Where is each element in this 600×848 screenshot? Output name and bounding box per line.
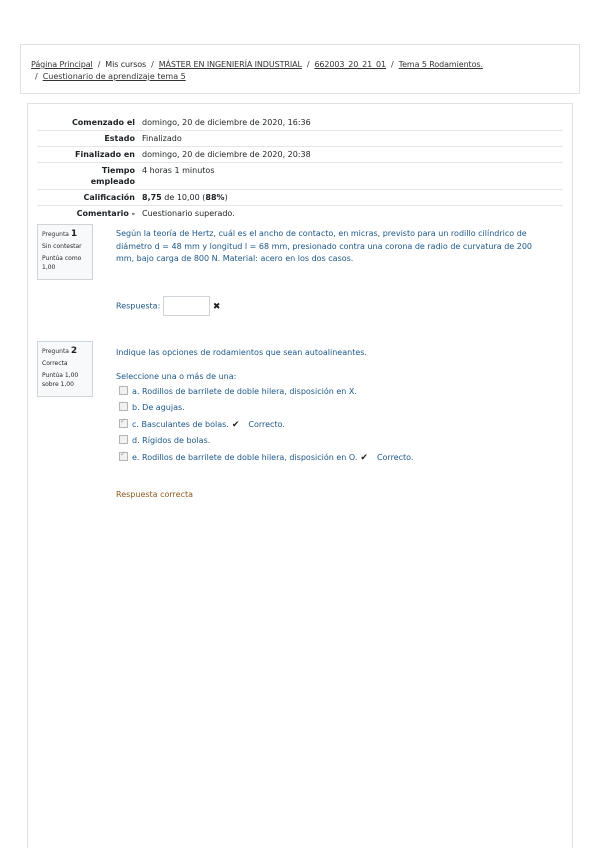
question-number-value: 2: [70, 346, 78, 356]
breadcrumb-home-link[interactable]: Página Principal: [31, 60, 93, 69]
checkbox[interactable]: [119, 402, 128, 411]
question-grade: Puntúa como 1,00: [42, 255, 82, 271]
summary-label: Tiempo empleado: [90, 166, 135, 186]
summary-label: Estado: [104, 134, 135, 143]
option-c[interactable]: [119, 419, 285, 430]
checkbox[interactable]: [119, 435, 128, 444]
option-a[interactable]: [119, 386, 357, 396]
summary-label: Calificación: [83, 193, 135, 202]
option-d[interactable]: [119, 435, 210, 445]
question-prefix: Pregunta: [42, 348, 69, 355]
question-1-info: [37, 224, 93, 280]
option-feedback: Correcto.: [376, 453, 414, 462]
summary-label: Finalizado en: [75, 150, 135, 159]
option-b[interactable]: [119, 402, 185, 412]
question-2-text: Indique las opciones de rodamientos que sean autoalineantes.: [116, 348, 367, 357]
question-2-info: [37, 341, 93, 397]
summary-value: Cuestionario superado.: [142, 209, 235, 218]
question-prefix: Pregunta: [42, 231, 69, 238]
summary-value: domingo, 20 de diciembre de 2020, 20:38: [142, 150, 311, 159]
question-grade: Puntúa 1,00 sobre 1,00: [42, 372, 79, 388]
breadcrumb-separator: /: [35, 72, 38, 81]
summary-row-started: [37, 115, 563, 131]
option-label: e. Rodillos de barrilete de doble hilera, disposición en O.: [132, 453, 358, 462]
option-e[interactable]: [119, 452, 413, 463]
checkbox[interactable]: [119, 386, 128, 395]
summary-value: 4 horas 1 minutos: [142, 166, 215, 175]
check-mark-icon: ✔: [231, 420, 240, 430]
question-number-value: 1: [70, 229, 78, 239]
summary-row-comment: [37, 206, 563, 222]
summary-row-finished: [37, 147, 563, 163]
question-number: [42, 346, 88, 356]
checkbox-checked[interactable]: [119, 452, 128, 461]
breadcrumb-separator: /: [306, 60, 310, 69]
grade-total: de 10,00 (: [161, 193, 206, 202]
breadcrumb-line-1: [31, 60, 483, 69]
general-feedback: Respuesta correcta: [116, 490, 194, 499]
breadcrumb-course-link[interactable]: 662003_20_21_01: [314, 60, 387, 69]
question-number: [42, 229, 88, 239]
breadcrumb-line-2: [35, 72, 186, 81]
summary-value: [140, 190, 563, 206]
attempt-summary-table: [37, 115, 563, 221]
breadcrumb-separator: /: [151, 60, 154, 69]
question-1-text: Según la teoría de Hertz, cuál es el ancho de contacto, en micras, previsto para un rodillo cilíndrico de diámetro d = 48 mm y longitud l = 68 mm, presionado contra una corona de radio de curvatura de 200 mm, bajo carga de 800 N. Material: acero en los dos casos.: [116, 229, 533, 263]
option-label: a. Rodillos de barrilete de doble hilera, disposición en X.: [132, 387, 357, 396]
question-1-answer-row: [116, 296, 220, 316]
question-status: Correcta: [42, 360, 68, 367]
summary-value: domingo, 20 de diciembre de 2020, 16:36: [142, 118, 311, 127]
breadcrumb-topic-link[interactable]: Tema 5 Rodamientos.: [398, 60, 483, 69]
grade-close: ): [224, 193, 228, 202]
answer-label: Respuesta:: [116, 301, 161, 311]
summary-row-state: [37, 131, 563, 147]
breadcrumb: [20, 44, 580, 94]
check-mark-icon: ✔: [360, 453, 368, 463]
option-label: c. Basculantes de bolas.: [132, 420, 229, 429]
checkbox-checked[interactable]: [119, 419, 128, 428]
grade-points: 8,75: [142, 193, 162, 202]
grade-percent: 88%: [205, 193, 225, 202]
breadcrumb-quiz-link[interactable]: Cuestionario de aprendizaje tema 5: [42, 72, 186, 81]
summary-value: Finalizado: [142, 134, 182, 143]
summary-row-grade: [37, 190, 563, 206]
breadcrumb-mycourses: Mis cursos: [105, 60, 147, 69]
option-label: b. De agujas.: [132, 403, 185, 412]
summary-label: Comentario -: [76, 209, 135, 218]
summary-label: Comenzado el: [71, 118, 135, 127]
option-label: d. Rígidos de bolas.: [132, 436, 211, 445]
incorrect-icon: ✖: [212, 301, 221, 312]
question-status: Sin contestar: [42, 243, 82, 250]
option-feedback: Correcto.: [248, 420, 285, 429]
breadcrumb-separator: /: [97, 60, 101, 69]
summary-row-time-taken: [37, 163, 563, 190]
breadcrumb-program-link[interactable]: MÁSTER EN INGENIERÍA INDUSTRIAL: [158, 60, 302, 69]
answer-input[interactable]: [163, 296, 210, 316]
breadcrumb-separator: /: [391, 60, 394, 69]
question-2-instruction: Seleccione una o más de una:: [116, 372, 237, 381]
